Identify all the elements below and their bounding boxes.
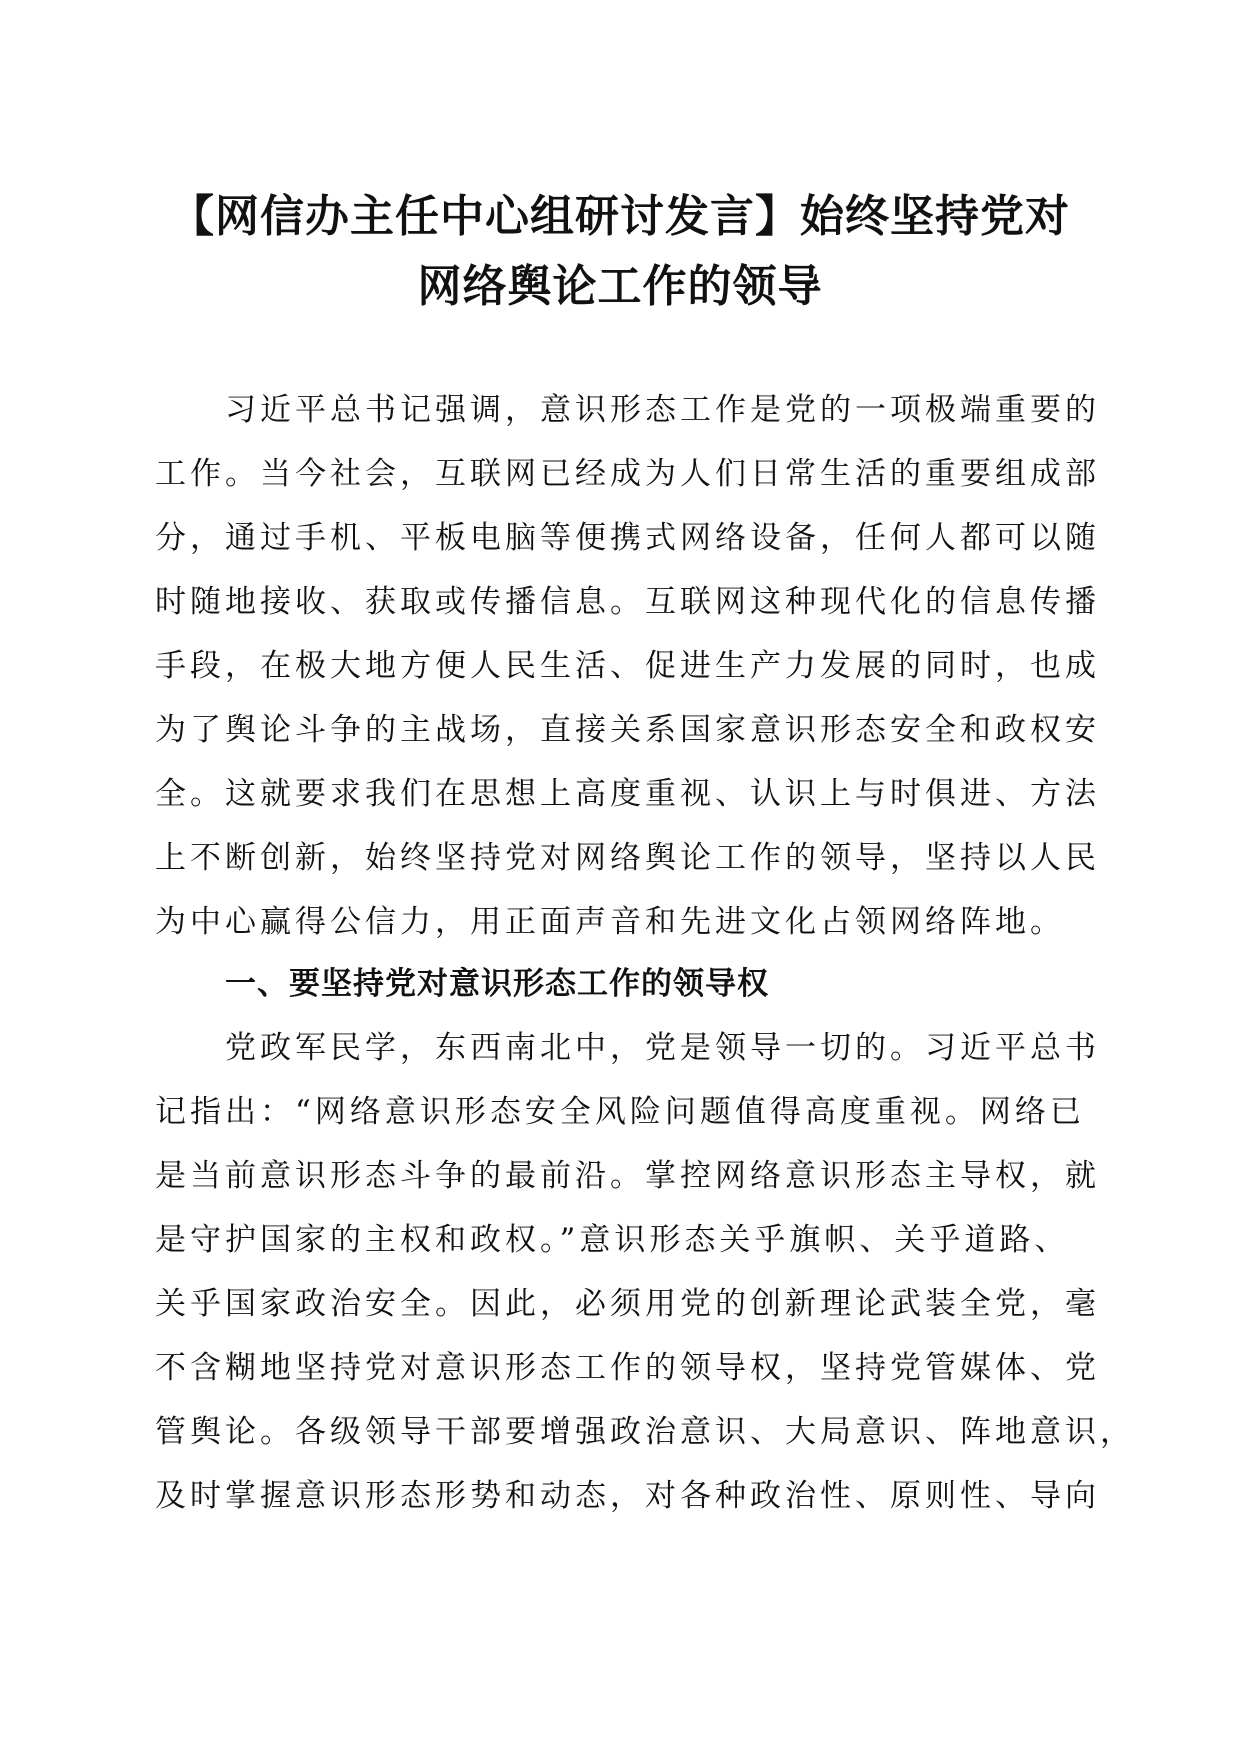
- text-line: 是守护国家的主权和政权。”意识形态关乎旗帜、关乎道路、: [155, 1222, 1070, 1258]
- text-line: 及时掌握意识形态形势和动态，对各种政治性、原则性、导向: [155, 1478, 1100, 1514]
- text-line: 是当前意识形态斗争的最前沿。掌控网络意识形态主导权，就: [155, 1158, 1100, 1194]
- heading-text: 一、要坚持党对意识形态工作的领导权: [225, 966, 769, 1002]
- text-line: 手段，在极大地方便人民生活、促进生产力发展的同时，也成: [155, 648, 1100, 684]
- text-line: 习近平总书记强调，意识形态工作是党的一项极端重要的: [225, 392, 1100, 428]
- text-line: 上不断创新，始终坚持党对网络舆论工作的领导，坚持以人民: [155, 840, 1100, 876]
- title-line: 【网信办主任中心组研讨发言】始终坚持党对: [170, 191, 1070, 242]
- text-line: 为了舆论斗争的主战场，直接关系国家意识形态安全和政权安: [155, 712, 1100, 748]
- title-line: 网络舆论工作的领导: [417, 261, 823, 312]
- text-line: 关乎国家政治安全。因此，必须用党的创新理论武装全党，毫: [155, 1286, 1100, 1322]
- text-line: 管舆论。各级领导干部要增强政治意识、大局意识、阵地意识，: [155, 1414, 1135, 1450]
- text-line: 记指出：“网络意识形态安全风险问题值得高度重视。网络已: [155, 1094, 1085, 1130]
- text-line: 分，通过手机、平板电脑等便携式网络设备，任何人都可以随: [155, 520, 1100, 556]
- section-heading: [155, 952, 1085, 1016]
- text-line: 全。这就要求我们在思想上高度重视、认识上与时俱进、方法: [155, 776, 1100, 812]
- paragraph-intro: [155, 378, 1100, 954]
- text-line: 党政军民学，东西南北中，党是领导一切的。习近平总书: [225, 1030, 1100, 1066]
- text-line: 不含糊地坚持党对意识形态工作的领导权，坚持党管媒体、党: [155, 1350, 1100, 1386]
- text-line: 工作。当今社会，互联网已经成为人们日常生活的重要组成部: [155, 456, 1100, 492]
- document-title: [150, 182, 1090, 322]
- text-line: 为中心赢得公信力，用正面声音和先进文化占领网络阵地。: [155, 904, 1065, 940]
- paragraph-section-1: [155, 1016, 1135, 1528]
- text-line: 时随地接收、获取或传播信息。互联网这种现代化的信息传播: [155, 584, 1100, 620]
